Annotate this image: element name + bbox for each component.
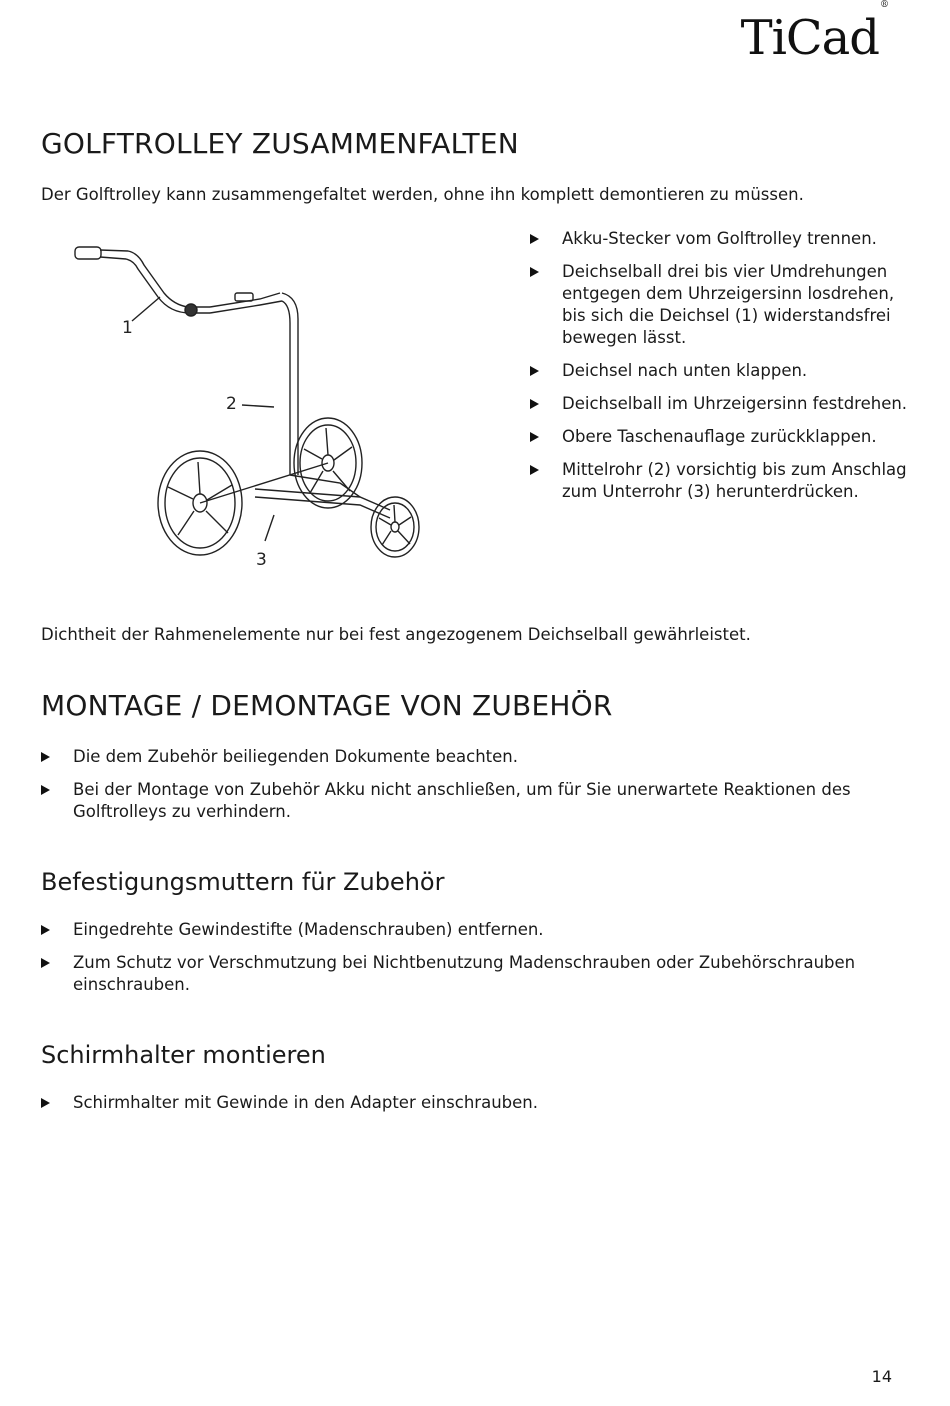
pivot-ball — [185, 304, 197, 316]
bullet-arrow-icon — [530, 465, 539, 475]
fold-step: Mittelrohr (2) vorsichtig bis zum Anschlag zum Unterrohr (3) herunterdrücken. — [530, 459, 920, 503]
fold-step: Deichselball drei bis vier Umdrehungen entgegen dem Uhrzeigersinn losdrehen, bis sich die Deichsel (1) widerstandsfrei bewegen lässt. — [530, 261, 920, 349]
bullet-arrow-icon — [530, 267, 539, 277]
bullet-arrow-icon — [41, 1098, 50, 1108]
fold-step: Akku-Stecker vom Golftrolley trennen. — [530, 228, 920, 250]
ticad-logo — [740, 0, 888, 66]
logo-text: TiCad — [740, 10, 879, 66]
bullet-arrow-icon — [530, 366, 539, 376]
fold-steps-list — [530, 228, 920, 514]
accessory-steps-list — [41, 746, 911, 834]
bullet-arrow-icon — [530, 234, 539, 244]
bullet-arrow-icon — [41, 785, 50, 795]
page-number: 14 — [871, 1367, 892, 1386]
fold-step: Deichsel nach unten klappen. — [530, 360, 920, 382]
figure-label-3: 3 — [256, 550, 267, 570]
golf-trolley-illustration — [60, 235, 480, 575]
front-wheel — [371, 497, 419, 557]
leader-line-1 — [132, 297, 160, 321]
bullet-arrow-icon — [41, 958, 50, 968]
umbrella-steps-list — [41, 1092, 911, 1125]
bullet-arrow-icon — [41, 752, 50, 762]
intro-text: Der Golftrolley kann zusammengefaltet werden, ohne ihn komplett demontieren zu müssen. — [41, 185, 804, 204]
fold-step: Deichselball im Uhrzeigersinn festdrehen. — [530, 393, 920, 415]
sealing-note: Dichtheit der Rahmenelemente nur bei fest angezogenem Deichselball gewährleistet. — [41, 625, 751, 644]
nuts-step: Zum Schutz vor Verschmutzung bei Nichtbenutzung Madenschrauben oder Zubehörschrauben einschrauben. — [41, 952, 911, 996]
section-title-nuts: Befestigungsmuttern für Zubehör — [41, 868, 445, 896]
leader-line-2 — [242, 405, 274, 407]
section-title-umbrella: Schirmhalter montieren — [41, 1041, 326, 1069]
accessory-step: Bei der Montage von Zubehör Akku nicht anschließen, um für Sie unerwartete Reaktionen des Golftrolleys zu verhindern. — [41, 779, 911, 823]
nuts-step: Eingedrehte Gewindestifte (Madenschrauben) entfernen. — [41, 919, 911, 941]
nuts-steps-list — [41, 919, 911, 1007]
umbrella-step: Schirmhalter mit Gewinde in den Adapter einschrauben. — [41, 1092, 911, 1114]
bullet-arrow-icon — [530, 399, 539, 409]
section-title-accessories: MONTAGE / DEMONTAGE VON ZUBEHÖR — [41, 689, 613, 722]
bullet-arrow-icon — [41, 925, 50, 935]
figure-label-1: 1 — [122, 318, 133, 338]
handle-grip — [75, 247, 101, 259]
figure-label-2: 2 — [226, 394, 237, 414]
bullet-arrow-icon — [530, 432, 539, 442]
accessory-step: Die dem Zubehör beiliegenden Dokumente beachten. — [41, 746, 911, 768]
leader-line-3 — [265, 515, 274, 541]
fold-step: Obere Taschenauflage zurückklappen. — [530, 426, 920, 448]
registered-mark: ® — [880, 0, 888, 10]
section-title-fold: GOLFTROLLEY ZUSAMMENFALTEN — [41, 127, 519, 160]
